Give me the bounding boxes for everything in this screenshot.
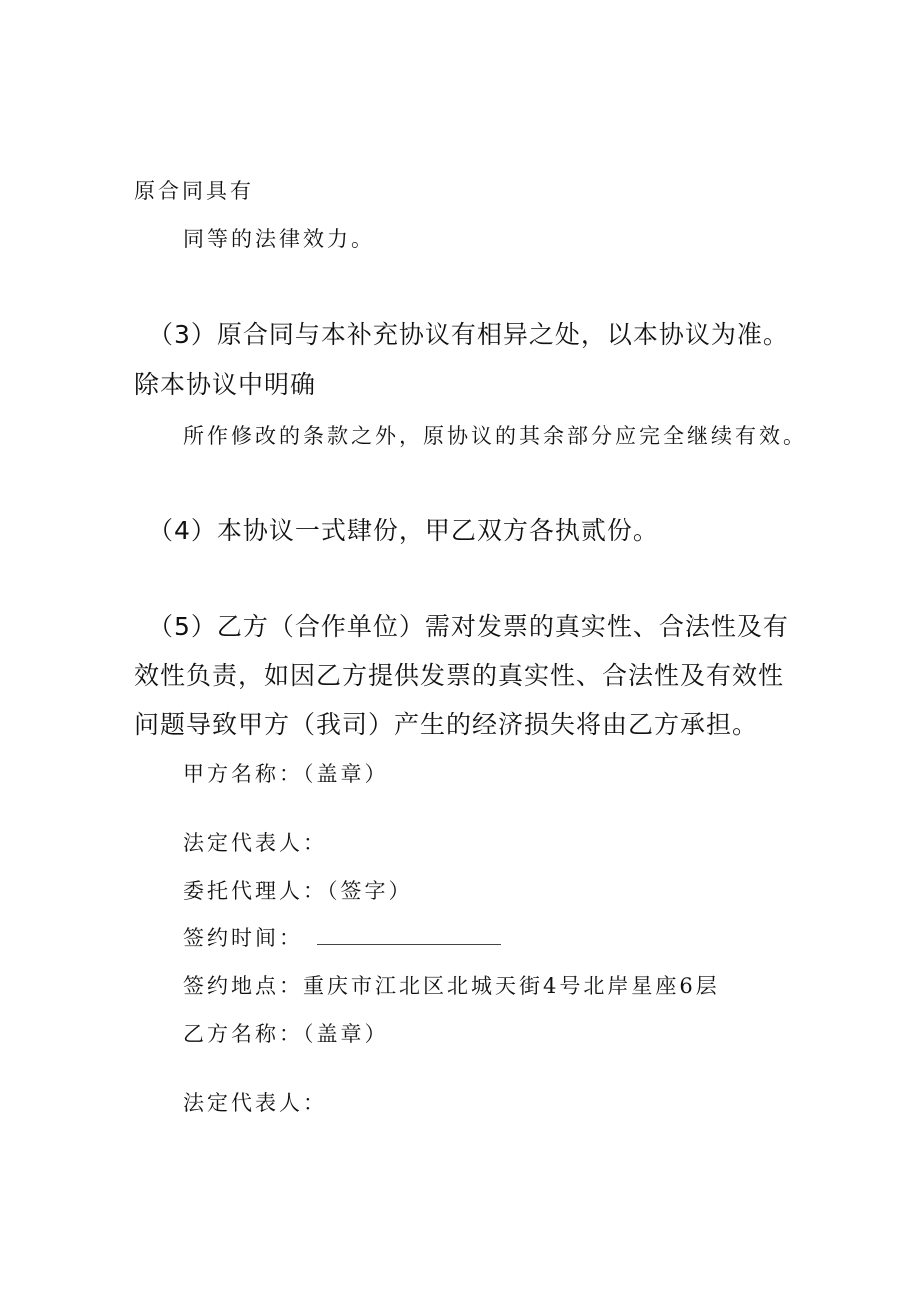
clause-5-line: 问题导致甲方（我司）产生的经济损失将由乙方承担。 [134,710,759,739]
clause-3-heading: （3）原合同与本补充协议有相异之处，以本协议为准。 [148,320,789,349]
clause-5-line: 效性负责，如因乙方提供发票的真实性、合法性及有效性 [134,661,785,690]
signing-time-label: 签约时间： [183,926,303,950]
paragraph-line: 原合同具有 [134,179,254,203]
party-b-name: 乙方名称：（盖章） [183,1022,389,1046]
clause-3-line: 除本协议中明确 [134,370,317,399]
legal-representative-b: 法定代表人： [183,1091,327,1115]
signing-time-blank [317,928,501,945]
signing-time [183,922,501,952]
signing-place: 签约地点：重庆市江北区北城天街4号北岸星座6层 [183,974,720,998]
party-a-name: 甲方名称：（盖章） [183,762,389,786]
paragraph-line: 同等的法律效力。 [183,227,375,251]
legal-representative-a: 法定代表人： [183,831,327,855]
authorized-agent: 委托代理人：（签字） [183,879,413,903]
clause-4: （4）本协议一式肆份，甲乙双方各执贰份。 [148,516,659,545]
clause-5-line: （5）乙方（合作单位）需对发票的真实性、合法性及有 [148,612,789,641]
clause-3-line: 所作修改的条款之外，原协议的其余部分应完全继续有效。 [183,424,807,448]
